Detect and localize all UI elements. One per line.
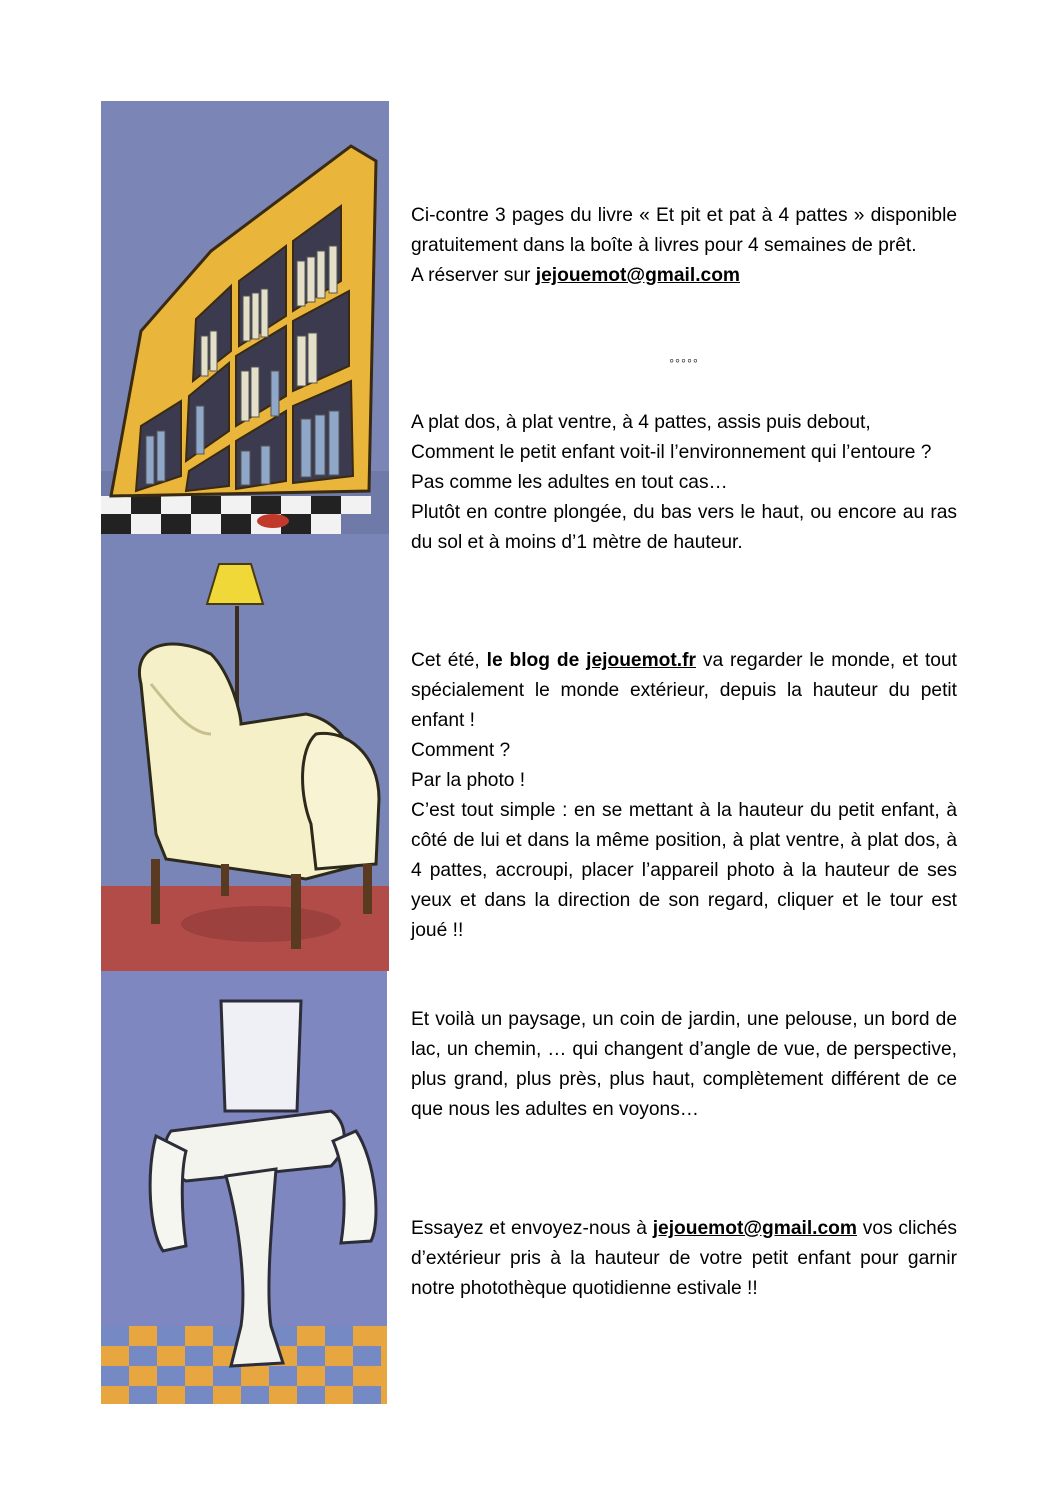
blog-link[interactable]: jejouemot.fr xyxy=(586,650,696,671)
bookshelf-illustration xyxy=(101,101,389,534)
landscape-text: Et voilà un paysage, un coin de jardin, une pelouse, un bord de lac, un chemin, … qui changent d’angle de vue, de perspective, plus grand, plus près, plus haut, complètement différent de ce que nous les adultes en voyons… xyxy=(411,1009,957,1120)
email-link[interactable]: jejouemot@gmail.com xyxy=(535,265,740,286)
positions-line: A plat dos, à plat ventre, à 4 pattes, assis puis debout, xyxy=(411,412,871,433)
cta-email-link[interactable]: jejouemot@gmail.com xyxy=(652,1218,857,1239)
blog-intro-prefix: Cet été, xyxy=(411,650,487,671)
separator: ◦◦◦◦◦ xyxy=(669,352,699,368)
armchair-lamp-illustration xyxy=(101,534,389,971)
cta-suffix: vos clichés d’extérieur pris à la hauteur de votre petit enfant pour garnir notre photothèque quotidienne estivale !! xyxy=(411,1218,957,1299)
how-line: Comment ? xyxy=(411,740,511,761)
call-to-action-paragraph xyxy=(411,1214,957,1304)
low-angle-line: Plutôt en contre plongée, du bas vers le haut, ou encore au ras du sol et à moins d’1 mètre de hauteur. xyxy=(411,502,957,553)
cta-line xyxy=(411,1214,957,1304)
reserve-prefix: A réserver sur xyxy=(411,265,536,286)
book-intro-text: Ci-contre 3 pages du livre « Et pit et pat à 4 pattes » disponible gratuitement dans la boîte à livres pour 4 semaines de prêt. xyxy=(411,205,957,256)
cta-prefix: Essayez et envoyez-nous à xyxy=(411,1218,653,1239)
washbasin-illustration xyxy=(101,971,387,1404)
question-line: Comment le petit enfant voit-il l’environnement qui l’entoure ? xyxy=(411,442,932,463)
blog-paragraph xyxy=(411,646,957,946)
intro-paragraph xyxy=(411,201,957,291)
blog-intro-line xyxy=(411,646,957,736)
landscape-paragraph xyxy=(411,1005,957,1125)
blog-intro-suffix: va regarder le monde, et tout spécialement le monde extérieur, depuis la hauteur du petit enfant ! xyxy=(411,650,957,731)
blog-bold-text: le blog de xyxy=(486,650,587,671)
instructions-line: C’est tout simple : en se mettant à la hauteur du petit enfant, à côté de lui et dans la même position, à plat ventre, à plat dos, à 4 pattes, accroupi, placer l’appareil photo à la hauteur de ses yeux et dans la direction de son regard, cliquer et le tour est joué !! xyxy=(411,800,957,941)
adults-line: Pas comme les adultes en tout cas… xyxy=(411,472,728,493)
reserve-line xyxy=(411,261,957,291)
perspective-paragraph xyxy=(411,408,957,558)
photo-line: Par la photo ! xyxy=(411,770,526,791)
